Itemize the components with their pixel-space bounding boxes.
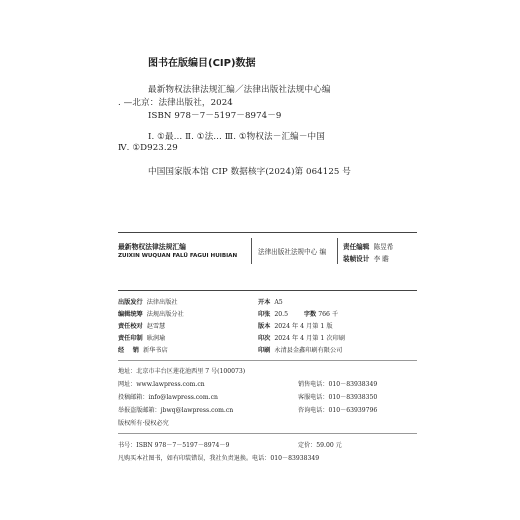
book-title-pinyin: ZUIXIN WUQUAN FALÜ FAGUI HUIBIAN (118, 253, 238, 259)
publisher-address: 地址：北京市丰台区莲花池西里 7 号(100073) (118, 368, 246, 375)
cip-isbn-line: ISBN 978－7－5197－8974－9 (148, 111, 282, 121)
mid-rule (118, 290, 417, 291)
designer-name: 李 瞻 (373, 255, 389, 263)
cip-heading: 图书在版编目(CIP)数据 (148, 58, 256, 69)
spec-sheets: 印张 20.5 字数 766 千 (258, 311, 339, 318)
design-label: 装帧设计 (343, 255, 370, 263)
submission-email: 投稿邮箱：info@lawpress.com.cn (118, 394, 218, 401)
cip-title-line: 最新物权法律法规汇编／法律出版社法规中心编 (148, 85, 331, 95)
cip-class-number-line: Ⅳ. ①D923.29 (118, 143, 178, 153)
cip-record-number: 中国国家版本馆 CIP 数据核字(2024)第 064125 号 (148, 167, 351, 177)
publisher-website: 网址：www.lawpress.com.cn (118, 381, 205, 388)
spec-proofreader: 责任校对 赵雪慧 (118, 323, 166, 330)
cip-classification-line: Ⅰ. ①最… Ⅱ. ①法… Ⅲ. ①物权法－汇编－中国 (148, 132, 325, 142)
spec-printing: 印次 2024 年 4 月第 1 次印刷 (258, 335, 345, 342)
service-phone: 客服电话：010－83938350 (298, 394, 378, 401)
footer-rule (118, 433, 417, 434)
spec-print-manager: 责任印制 耿润瑜 (118, 335, 166, 342)
spec-printer: 印刷 永清县金鑫印刷有限公司 (258, 347, 343, 354)
footer-isbn: 书号：ISBN 978－7－5197－8974－9 (118, 442, 230, 449)
spec-editor-coordination: 编辑统筹 法规出版分社 (118, 311, 184, 318)
spec-format: 开本 A5 (258, 299, 283, 306)
footer-price: 定价：59.00 元 (298, 442, 342, 449)
book-title: 最新物权法律法规汇编 (118, 243, 186, 251)
piracy-report-email: 举报盗版邮箱：jbwq@lawpress.com.cn (118, 407, 234, 414)
resp-editor-name: 陈昱希 (373, 243, 394, 251)
cip-publisher-line: . —北京：法律出版社，2024 (118, 98, 233, 108)
top-rule (118, 232, 417, 233)
resp-editor-label: 责任编辑 (343, 243, 370, 251)
book-editor: 法律出版社法规中心 编 (258, 248, 327, 256)
spec-edition: 版本 2024 年 4 月第 1 版 (258, 323, 333, 330)
address-rule (118, 360, 417, 361)
info-divider (251, 238, 252, 264)
consult-phone: 咨询电话：010－63939796 (298, 407, 378, 414)
sales-phone: 销售电话：010－83938349 (298, 381, 378, 388)
spec-publisher: 出版发行 法律出版社 (118, 299, 178, 306)
info-divider-2 (337, 238, 338, 264)
return-notice: 凡购买本社图书，如有印装错误，我社负责退换。电话：010－83938349 (118, 455, 320, 462)
spec-distributor: 经 销 新华书店 (118, 347, 168, 354)
rights-notice: 版权所有·侵权必究 (118, 420, 169, 427)
